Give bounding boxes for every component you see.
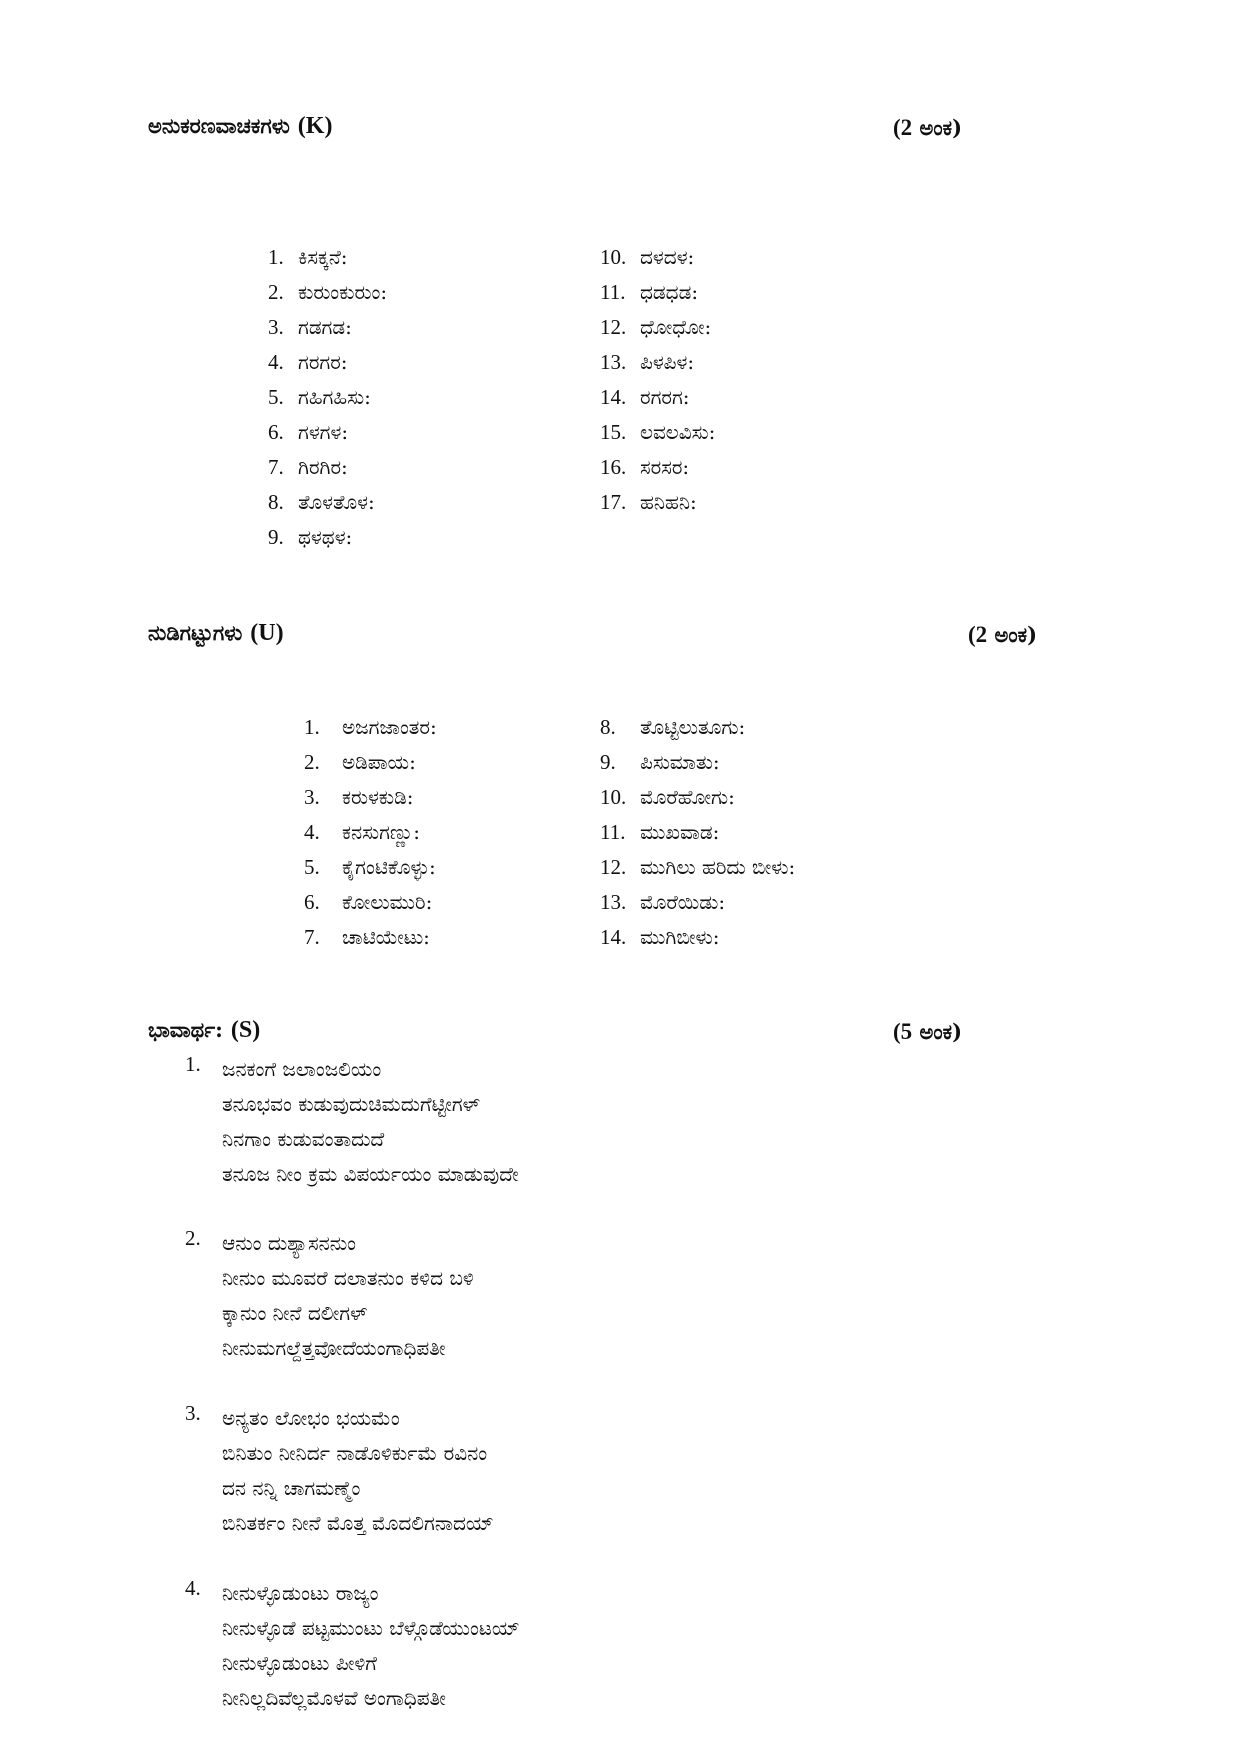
list-item: 2. ಕುರುಂಕುರುಂ:: [268, 280, 388, 304]
poem-line: ಬಿನಿತುಂ ನೀನಿರ್ದ ನಾಡೊಳಿರ್ಕುಮೆ ರವಿನಂ: [222, 1441, 488, 1465]
list-item: 9. ಥಳಥಳ:: [268, 525, 353, 549]
poem-line: ನೀನುಳ್ಳೊಡೆ ಪಟ್ಟಮುಂಟು ಬೆಳ್ಗೊಡೆಯುಂಟಯ್: [222, 1616, 520, 1640]
section-k-marks: (2 ಅಂಕ): [893, 115, 963, 140]
list-item: 10. ದಳದಳ:: [600, 245, 695, 269]
list-item: 5. ಗಹಿಗಹಿಸು:: [268, 385, 371, 409]
list-item: 12. ಧೋಧೋ:: [600, 315, 712, 339]
section-k-list-col1: [268, 240, 387, 555]
list-item: 16. ಸರಸರ:: [600, 455, 690, 479]
poem-line: ದನ ನನ್ನಿ ಚಾಗಮಣ್ಮೆಂ: [222, 1476, 361, 1500]
list-item: 9. ಪಿಸುಮಾತು:: [600, 750, 720, 774]
poem-line: ಅನ್ಯತಂ ಲೋಭಂ ಭಯಮೆಂ: [222, 1406, 400, 1430]
section-k-code: (K): [297, 113, 333, 139]
list-item: 7. ಚಾಟಿಯೇಟು:: [304, 925, 430, 949]
list-item: 3. ಗಡಗಡ:: [268, 315, 352, 339]
poem-stanza: [222, 1052, 519, 1192]
poem-line: ನೀನುಮಗಲ್ದೆತ್ತವೋದೆಯಂಗಾಧಿಪತೀ: [222, 1336, 446, 1360]
poem-line: ಕ್ಕಾನುಂ ನೀನೆ ದಲೀಗಳ್: [222, 1301, 368, 1325]
section-u-marks: (2 ಅಂಕ): [968, 622, 1038, 647]
list-item: 5. ಕೈಗಂಟಿಕೊಳ್ಳು:: [304, 855, 436, 879]
poem-line: ನೀನುಳ್ಳೊಡುಂಟು ರಾಜ್ಯಂ: [222, 1581, 379, 1605]
list-item: 11. ಮುಖವಾಡ:: [600, 820, 720, 844]
poem-line: ತನೂಭವಂ ಕುಡುವುದುಚಿಮದುಗೆಟ್ಟೀಗಳ್: [222, 1092, 481, 1116]
poem-line: ನೀನುಂ ಮೂವರೆ ದಲಾತನುಂ ಕಳಿದ ಬಳಿ: [222, 1266, 474, 1290]
section-u-title: ನುಡಿಗಟ್ಟುಗಳು: [148, 620, 243, 645]
list-item: 10. ಮೊರೆಹೋಗು:: [600, 785, 735, 809]
section-s-title: ಭಾವಾರ್ಥ:: [148, 1017, 223, 1042]
section-u-list-col2: [600, 710, 795, 955]
list-item: 8. ತೊಳತೊಳ:: [268, 490, 375, 514]
poem-line: ಜನಕಂಗೆ ಜಲಾಂಜಲಿಯಂ: [222, 1057, 382, 1081]
poem-line: ನೀನುಳ್ಳೊಡುಂಟು ಪೀಳಿಗೆ: [222, 1651, 377, 1675]
list-item: 3. ಕರುಳಕುಡಿ:: [304, 785, 414, 809]
poem-number: 2.: [185, 1226, 201, 1250]
section-k-heading: [148, 113, 332, 140]
section-u-code: (U): [250, 620, 284, 646]
section-s-marks: (5 ಅಂಕ): [893, 1019, 963, 1044]
list-item: 4. ಗರಗರ:: [268, 350, 348, 374]
poem-line: ಆನುಂ ದುಶ್ಯಾಸನನುಂ: [222, 1231, 357, 1255]
poem-number: 3.: [185, 1401, 201, 1425]
list-item: 14. ರಗರಗ:: [600, 385, 690, 409]
poem-line: ನಿನಗಾಂ ಕುಡುವಂತಾದುದೆ: [222, 1127, 385, 1151]
list-item: 12. ಮುಗಿಲು ಹರಿದು ಬೀಳು:: [600, 855, 796, 879]
list-item: 6. ಕೋಲುಮುರಿ:: [304, 890, 433, 914]
poem-number: 4.: [185, 1576, 201, 1600]
list-item: 13. ಮೊರೆಯಿಡು:: [600, 890, 726, 914]
section-s-code: (S): [230, 1017, 261, 1043]
poem-number: 1.: [185, 1052, 201, 1076]
list-item: 4. ಕನಸುಗಣ್ಣು:: [304, 820, 421, 844]
list-item: 1. ಅಜಗಜಾಂತರ:: [304, 715, 437, 739]
section-k-title: ಅನುಕರಣವಾಚಕಗಳು: [148, 113, 290, 138]
list-item: 6. ಗಳಗಳ:: [268, 420, 349, 444]
poem-stanza: [222, 1226, 474, 1366]
poem-line: ತನೂಜ ನೀಂ ಕ್ರಮ ವಿಪರ್ಯಯಂ ಮಾಡುವುದೇ: [222, 1162, 519, 1186]
list-item: 11. ಧಡಧಡ:: [600, 280, 699, 304]
list-item: 2. ಅಡಿಪಾಯ:: [304, 750, 416, 774]
poem-stanza: [222, 1576, 520, 1716]
poem-line: ನೀನಿಲ್ಲದಿವೆಲ್ಲಮೊಳವೆ ಅಂಗಾಧಿಪತೀ: [222, 1686, 446, 1710]
section-u-list-col1: [304, 710, 437, 955]
list-item: 14. ಮುಗಿಬೀಳು:: [600, 925, 720, 949]
list-item: 13. ಪಿಳಪಿಳ:: [600, 350, 695, 374]
list-item: 8. ತೊಟ್ಟಿಲುತೂಗು:: [600, 715, 746, 739]
poem-stanza: [222, 1401, 494, 1541]
list-item: 7. ಗಿರಗಿರ:: [268, 455, 348, 479]
list-item: 1. ಕಿಸಕ್ಕನೆ:: [268, 245, 348, 269]
poem-line: ಬಿನಿತರ್ಕಂ ನೀನೆ ಮೊತ್ತ ಮೊದಲಿಗನಾದಯ್: [222, 1511, 494, 1535]
section-k-list-col2: [600, 240, 715, 520]
list-item: 15. ಲವಲವಿಸು:: [600, 420, 716, 444]
section-s-heading: [148, 1017, 260, 1044]
section-u-heading: [148, 620, 284, 647]
list-item: 17. ಹನಿಹನಿ:: [600, 490, 697, 514]
